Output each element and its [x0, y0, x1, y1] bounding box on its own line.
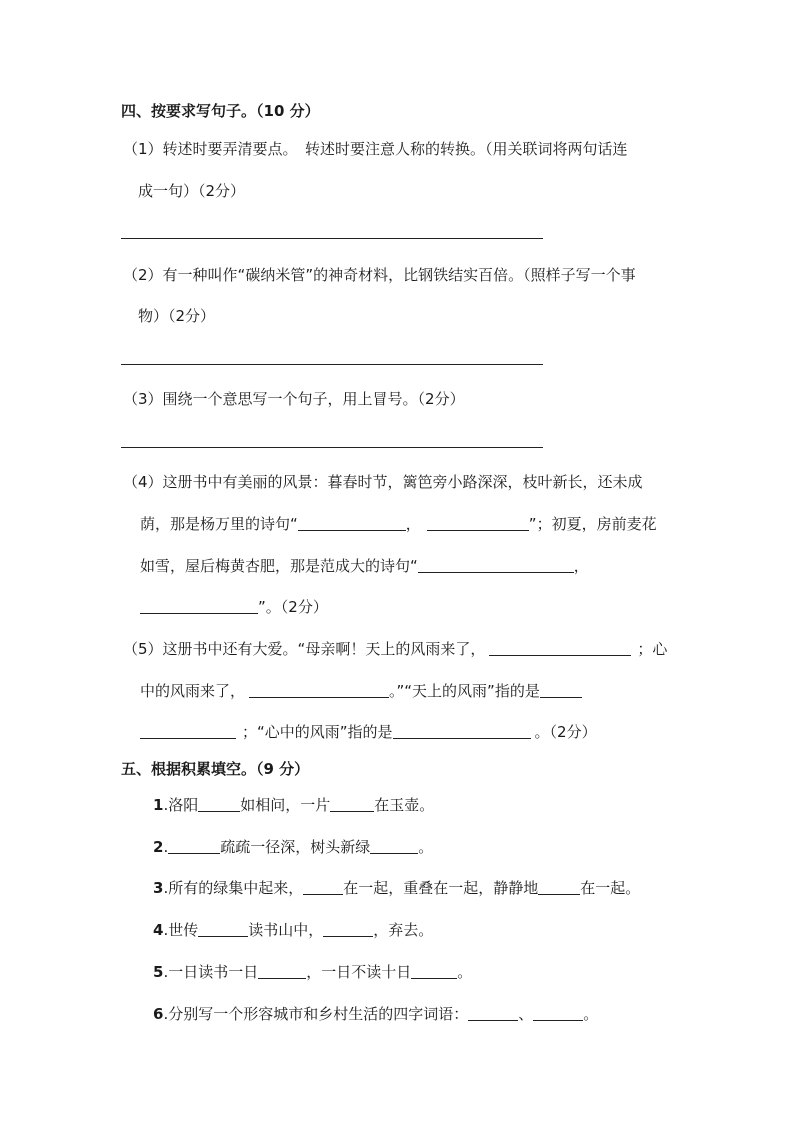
q5-text: 。”“天上的风雨”指的是 — [389, 682, 540, 700]
fill-item-text: 、 — [518, 1005, 534, 1023]
fill-item-text: 疏疏一径深，树头新绿 — [220, 838, 371, 856]
fill-item-text: 如相问，一片 — [240, 796, 331, 814]
q5-text: 。（2分） — [534, 723, 597, 741]
q1-line-2: 成一句）（2分） — [138, 182, 246, 200]
q4-text: ”；初夏，房前麦花 — [528, 515, 657, 533]
fill-item-blank[interactable] — [330, 796, 374, 812]
fill-item-2 — [153, 837, 433, 857]
q5-line-3 — [140, 722, 597, 742]
fill-item-blank[interactable] — [198, 921, 248, 937]
q4-text: 如雪，屋后梅黄杏肥，那是范成大的诗句“ — [140, 557, 418, 575]
fill-item-number: 1 — [153, 796, 164, 814]
q5-line-2 — [140, 681, 582, 701]
fill-item-blank[interactable] — [198, 796, 240, 812]
fill-item-blank[interactable] — [370, 838, 418, 854]
q4-line-4 — [140, 597, 328, 617]
fill-item-blank[interactable] — [168, 838, 220, 854]
q4-blank-4[interactable] — [140, 598, 258, 614]
q4-line-2 — [140, 514, 657, 534]
q1-answer-line[interactable] — [121, 238, 543, 239]
q4-line-1: （4）这册书中有美丽的风景：暮春时节，篱笆旁小路深深，枝叶新长，还未成 — [123, 473, 643, 491]
q5-blank-2[interactable] — [249, 682, 389, 698]
q5-text: （5）这册书中还有大爱。“母亲啊！天上的风雨来了， — [123, 640, 486, 658]
q5-blank-4[interactable] — [140, 723, 236, 739]
fill-item-text: .世传 — [163, 921, 199, 939]
q4-text: ”。（2分） — [258, 598, 328, 616]
fill-item-number: 5 — [153, 963, 164, 981]
fill-item-text: ，弃去。 — [373, 921, 434, 939]
q4-blank-1[interactable] — [298, 515, 406, 531]
fill-item-blank[interactable] — [533, 1005, 583, 1021]
fill-item-text: .所有的绿集中起来， — [163, 879, 304, 897]
fill-item-text: 。 — [583, 1005, 599, 1023]
q4-blank-2[interactable] — [427, 515, 529, 531]
q5-text: ；“心中的风雨”指的是 — [242, 723, 393, 741]
fill-item-4 — [153, 920, 433, 940]
section-5-heading: 五、根据积累填空。（9 分） — [121, 760, 310, 778]
fill-item-text: 在一起。 — [580, 879, 641, 897]
q3-line-1: （3）围绕一个意思写一个句子，用上冒号。（2分） — [123, 390, 465, 408]
fill-item-number: 6 — [153, 1005, 164, 1023]
fill-item-5 — [153, 962, 472, 982]
q4-text: ， — [573, 557, 589, 575]
q4-text: 荫，那是杨万里的诗句“ — [140, 515, 298, 533]
fill-item-blank[interactable] — [323, 921, 373, 937]
q4-blank-3[interactable] — [418, 557, 574, 573]
fill-item-text: ，一日不读十日 — [306, 963, 412, 981]
q4-line-3 — [140, 556, 589, 576]
fill-item-number: 2 — [153, 838, 164, 856]
fill-item-text: 在一起，重叠在一起，静静地 — [343, 879, 539, 897]
q5-line-1 — [123, 639, 667, 659]
fill-item-6 — [153, 1004, 598, 1024]
fill-item-text: 在玉壶。 — [374, 796, 435, 814]
fill-item-text: 。 — [418, 838, 434, 856]
fill-item-3 — [153, 878, 640, 898]
q2-line-1: （2）有一种叫作“碳纳米管”的神奇材料，比钢铁结实百倍。（照样子写一个事 — [123, 266, 636, 284]
q3-answer-line[interactable] — [121, 447, 543, 448]
fill-item-text: .分别写一个形容城市和乡村生活的四字词语： — [163, 1005, 469, 1023]
fill-item-text: 。 — [457, 963, 473, 981]
section-4-heading: 四、按要求写句子。（10 分） — [121, 102, 320, 120]
fill-item-blank[interactable] — [258, 963, 306, 979]
fill-item-text: 读书山中， — [248, 921, 324, 939]
q5-blank-3[interactable] — [540, 682, 582, 698]
q5-blank-5[interactable] — [393, 723, 531, 739]
q2-answer-line[interactable] — [121, 364, 543, 365]
q1-line-1: （1）转述时要弄清要点。 转述时要注意人称的转换。（用关联词将两句话连 — [123, 140, 628, 158]
q5-blank-1[interactable] — [489, 640, 631, 656]
fill-item-blank[interactable] — [303, 879, 343, 895]
q5-text: ；心 — [637, 640, 668, 658]
fill-item-1 — [153, 795, 434, 815]
fill-item-number: 4 — [153, 921, 164, 939]
fill-item-text: .一日读书一日 — [163, 963, 259, 981]
q4-text: ， — [405, 515, 421, 533]
fill-item-text: . — [163, 838, 169, 856]
q2-line-2: 物）（2分） — [138, 307, 216, 325]
fill-item-blank[interactable] — [538, 879, 580, 895]
q5-text: 中的风雨来了， — [140, 682, 246, 700]
fill-item-blank[interactable] — [411, 963, 457, 979]
fill-item-blank[interactable] — [468, 1005, 518, 1021]
fill-item-number: 3 — [153, 879, 164, 897]
fill-item-text: .洛阳 — [163, 796, 199, 814]
